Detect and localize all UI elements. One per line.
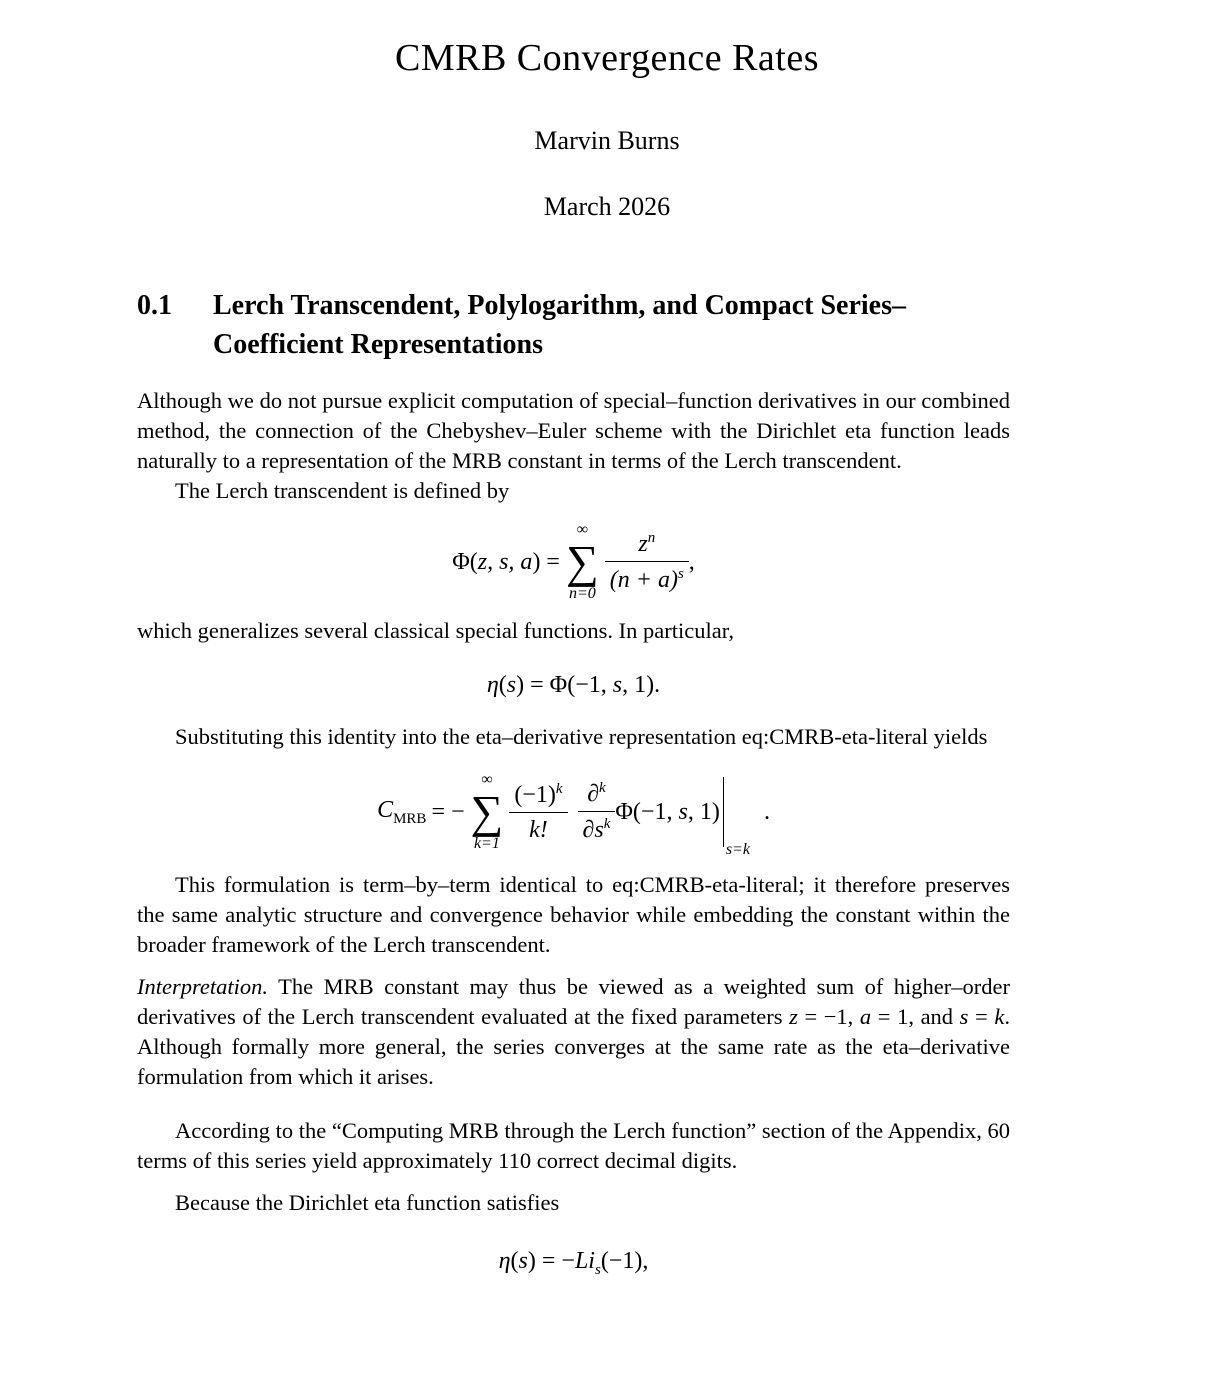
paragraph-lerch-defined: The Lerch transcendent is defined by xyxy=(175,478,510,503)
equation-eta-polylog: $\eta(s) = -Li_s(-1)$, xyxy=(498,1247,649,1278)
date: March 2026 xyxy=(543,192,671,221)
title-block xyxy=(0,0,1214,222)
author: Marvin Burns xyxy=(534,126,680,155)
fraction: $\frac{(-1)^k}{k!}$ xyxy=(509,781,567,844)
equation-cmrb: $C_{MRB}$ = − ∞ ∑ k=1 $\frac{(-1)^k}{k!}$ $\frac{\partial^k}{\partial s^k}$ Φ(−1, s, 1) s=k . xyxy=(377,771,770,859)
paragraph-formulation: This formulation is term–by–term identical to eq:CMRB-eta-literal; it therefore preserves the same analytic structure and convergence behavior while embedding the constant within the broader framework of the Lerch transcendent. xyxy=(137,871,1010,957)
section-title xyxy=(213,286,1010,364)
paragraph-interpretation: Interpretation. The MRB constant may thus be viewed as a weighted sum of higher–order derivatives of the Lerch transcendent evaluated at the fixed parameters z = −1, a = 1, and s = k. Although formally more general, the series converges at the same rate as the eta–derivative formulation from which it arises. xyxy=(137,973,1010,1089)
fraction: $\frac{z^n}{(n + a)^s}$ xyxy=(605,530,689,594)
section-heading xyxy=(137,286,1010,364)
eq-cmrb-lhs: $C_{MRB}$ xyxy=(377,796,427,827)
section-title-line1: Lerch Transcendent, Polylogarithm, and Compact Series– xyxy=(213,290,906,321)
eq-lerch-tail: , xyxy=(688,548,695,575)
fraction: $\frac{\partial^k}{\partial s^k}$ xyxy=(578,780,616,844)
paragraph-appendix: According to the “Computing MRB through the Lerch function” section of the Appendix, 60 terms of this series yield approximately 110 correct decimal digits. xyxy=(137,1117,1010,1173)
paragraph-substituting: Substituting this identity into the eta–derivative representation eq:CMRB-eta-literal yields xyxy=(175,724,988,750)
summation-symbol: ∞ ∑ n=0 xyxy=(565,521,599,602)
eq-lerch-lhs: Φ(z, s, a) = xyxy=(452,548,560,575)
eq-cmrb-phi: Φ(−1, s, 1) xyxy=(615,798,720,825)
section-number: 0.1 xyxy=(137,290,172,321)
equation-eta-phi: η(s) = Φ(−1, s, 1). xyxy=(486,671,661,698)
summation-symbol: ∞ ∑ k=1 xyxy=(470,771,504,852)
page-title: CMRB Convergence Rates xyxy=(394,37,820,79)
paragraph-intro: Although we do not pursue explicit computation of special–function derivatives in our combined method, the connection of the Chebyshev–Euler scheme with the Dirichlet eta function leads naturally to a representation of the MRB constant in terms of the Lerch transcendent. xyxy=(137,388,1010,473)
section-title-line2: Coefficient Representations xyxy=(213,329,543,360)
paragraph-dirichlet: Because the Dirichlet eta function satisfies xyxy=(175,1189,560,1215)
text-block xyxy=(137,286,1010,1278)
equation-lerch-transcendent xyxy=(137,522,1010,602)
interpretation-label: Interpretation. xyxy=(137,973,269,999)
paragraph-generalizes: which generalizes several classical special functions. In particular, xyxy=(137,617,734,643)
evaluated-at-bar: s=k xyxy=(723,777,750,847)
